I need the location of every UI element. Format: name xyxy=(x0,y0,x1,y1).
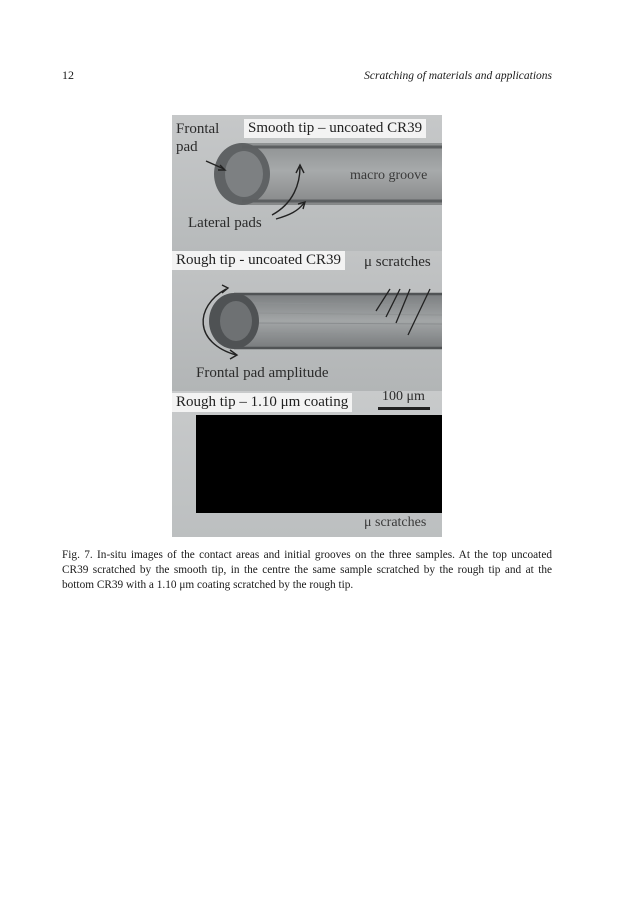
page-number: 12 xyxy=(62,68,74,82)
scale-bar-label: 100 μm xyxy=(382,391,425,404)
bottom-micro-scratches-label: μ scratches xyxy=(364,515,427,530)
figure-caption: Fig. 7. In-situ images of the contact areas and initial grooves on the three samples. At the top uncoated CR39 scratched by the smooth tip, in the centre the same sample scratched by the rough tip and at the bottom CR39 with a 1.10 μm coating scratched by the rough tip. xyxy=(62,549,552,591)
frontal-pad-label-line2: pad xyxy=(176,139,198,155)
redaction-box xyxy=(196,415,442,513)
running-title: Scratching of materials and applications xyxy=(364,70,552,82)
frontal-pad-label-line1: Frontal xyxy=(176,121,220,137)
panel-smooth-tip xyxy=(172,115,442,251)
panel-3-title: Rough tip – 1.10 μm coating xyxy=(176,394,349,410)
macro-groove-label: macro groove xyxy=(350,168,428,183)
panel-1-title: Smooth tip – uncoated CR39 xyxy=(248,120,423,136)
panel-rough-tip-uncoated xyxy=(172,251,442,391)
panel-rough-tip-coated xyxy=(172,391,442,537)
panel-2-title-box xyxy=(172,251,345,270)
panel-1-title-box xyxy=(244,119,426,138)
frontal-pad-amplitude-label: Frontal pad amplitude xyxy=(196,365,329,381)
micro-scratches-label: μ scratches xyxy=(364,254,431,270)
panel-2-title: Rough tip - uncoated CR39 xyxy=(176,252,341,268)
scale-bar xyxy=(378,407,430,410)
figure xyxy=(172,115,442,537)
panel-3-title-box xyxy=(172,393,352,412)
lateral-pads-label: Lateral pads xyxy=(188,215,262,231)
